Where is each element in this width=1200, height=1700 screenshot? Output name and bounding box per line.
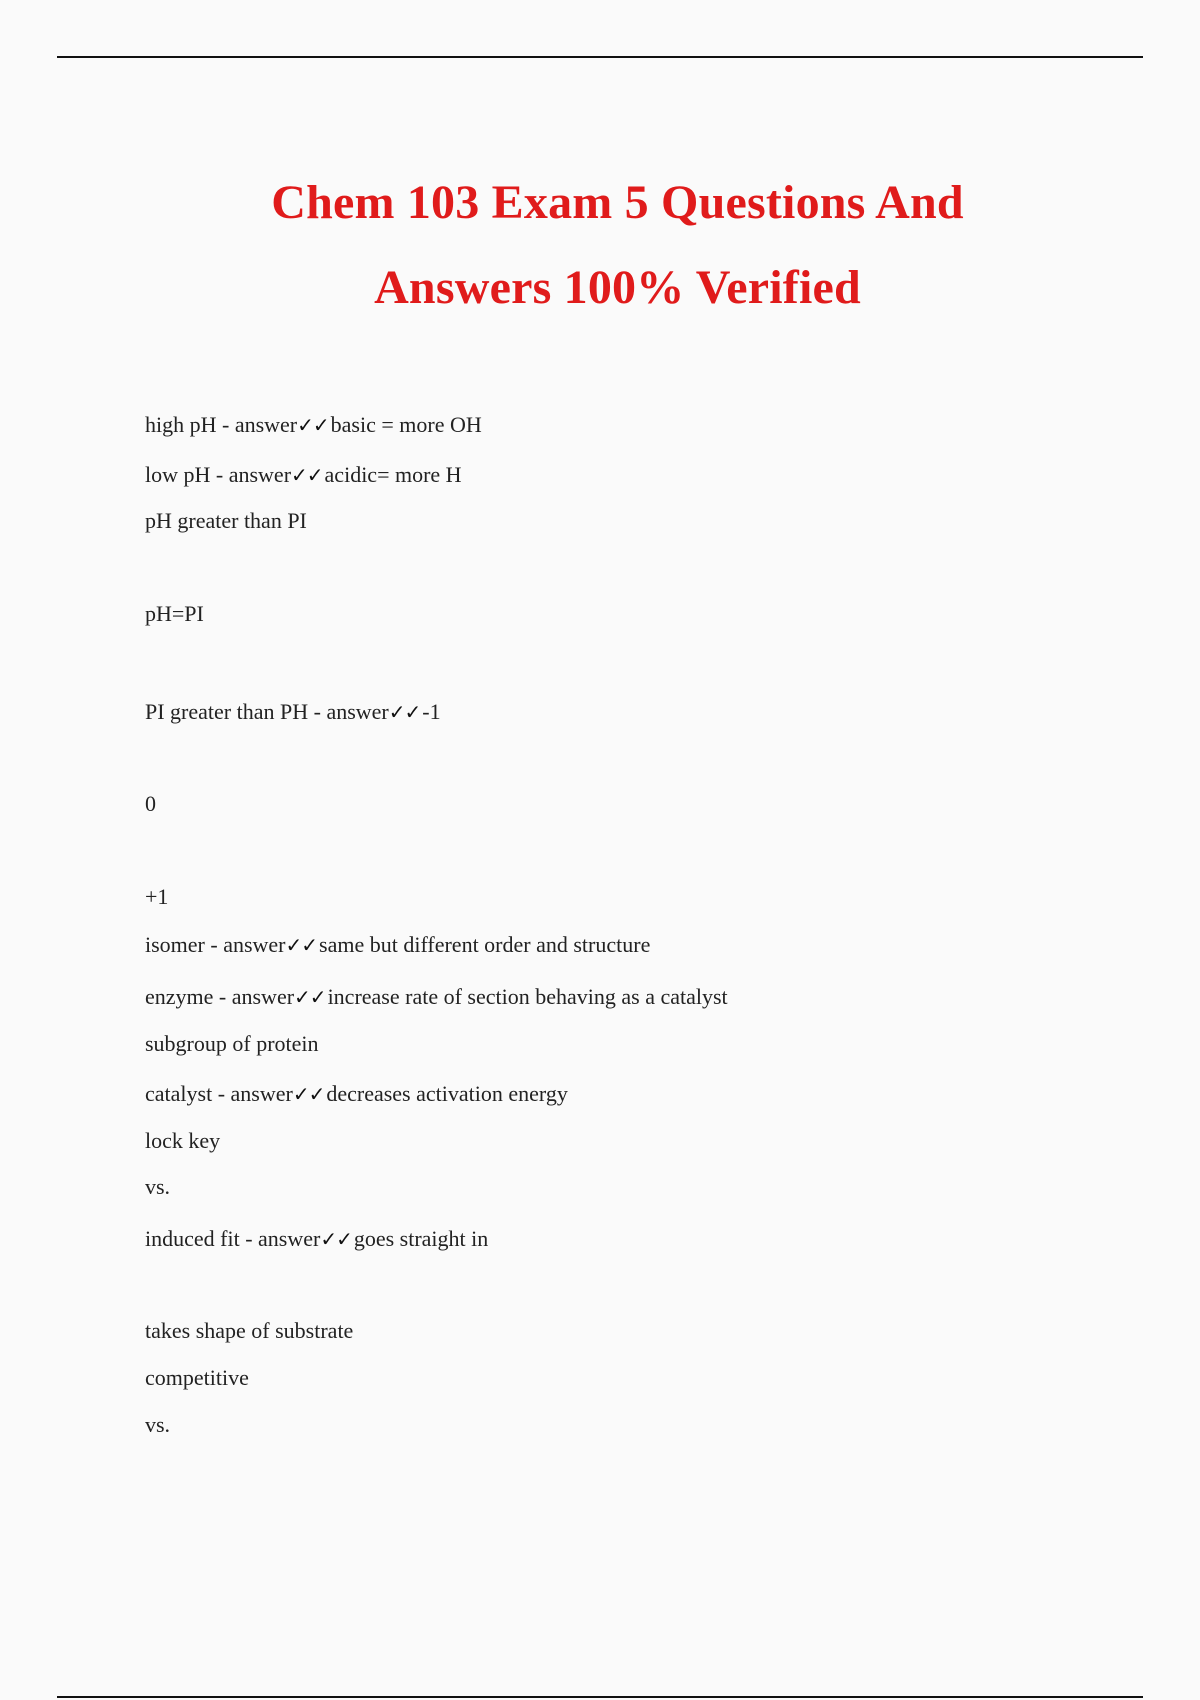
qa-line xyxy=(145,699,441,725)
qa-line xyxy=(145,412,482,438)
qa-line xyxy=(145,791,156,817)
qa-line xyxy=(145,462,462,488)
document-title xyxy=(0,160,1200,330)
question-text: catalyst - answer xyxy=(145,1081,293,1106)
answer-text: decreases activation energy xyxy=(326,1081,568,1106)
answer-text: -1 xyxy=(422,699,441,724)
bottom-rule xyxy=(57,1696,1143,1698)
top-rule xyxy=(57,56,1143,58)
question-text: enzyme - answer xyxy=(145,984,295,1009)
answer-text: same but different order and structure xyxy=(319,932,651,957)
line-text: +1 xyxy=(145,884,169,909)
double-check-icon: ✓✓ xyxy=(320,1227,352,1251)
qa-line xyxy=(145,1365,249,1391)
line-text: lock key xyxy=(145,1128,221,1153)
title-line-2: Answers 100% Verified xyxy=(374,261,861,314)
qa-line xyxy=(145,984,728,1010)
qa-line xyxy=(145,932,650,958)
qa-line xyxy=(145,508,307,534)
line-text: 0 xyxy=(145,791,156,816)
answer-text: goes straight in xyxy=(353,1226,489,1251)
answer-text: acidic= more H xyxy=(324,462,462,487)
qa-line xyxy=(145,1174,170,1200)
double-check-icon: ✓✓ xyxy=(297,413,329,437)
qa-line xyxy=(145,1318,353,1344)
qa-line xyxy=(145,1031,319,1057)
line-text: subgroup of protein xyxy=(145,1031,319,1056)
line-text: takes shape of substrate xyxy=(145,1318,354,1343)
line-text: vs. xyxy=(145,1412,171,1437)
question-text: induced fit - answer xyxy=(145,1226,321,1251)
qa-line xyxy=(145,1412,170,1438)
double-check-icon: ✓✓ xyxy=(388,700,421,724)
answer-text: basic = more OH xyxy=(330,412,482,437)
qa-line xyxy=(145,1226,488,1252)
qa-line xyxy=(145,1128,220,1154)
line-text: pH=PI xyxy=(145,601,204,626)
line-text: vs. xyxy=(145,1174,171,1199)
line-text: competitive xyxy=(145,1365,249,1390)
qa-line xyxy=(145,601,204,627)
question-text: high pH - answer xyxy=(145,412,298,437)
title-line-1: Chem 103 Exam 5 Questions And xyxy=(271,176,964,229)
qa-line xyxy=(145,1081,568,1107)
question-text: PI greater than PH - answer xyxy=(145,699,389,724)
question-text: low pH - answer xyxy=(145,462,292,487)
double-check-icon: ✓✓ xyxy=(294,985,326,1009)
double-check-icon: ✓✓ xyxy=(285,933,318,957)
double-check-icon: ✓✓ xyxy=(292,1082,325,1106)
question-text: isomer - answer xyxy=(145,932,286,957)
qa-line xyxy=(145,884,168,910)
double-check-icon: ✓✓ xyxy=(291,463,323,487)
answer-text: increase rate of section behaving as a catalyst xyxy=(327,984,728,1009)
line-text: pH greater than PI xyxy=(145,508,307,533)
